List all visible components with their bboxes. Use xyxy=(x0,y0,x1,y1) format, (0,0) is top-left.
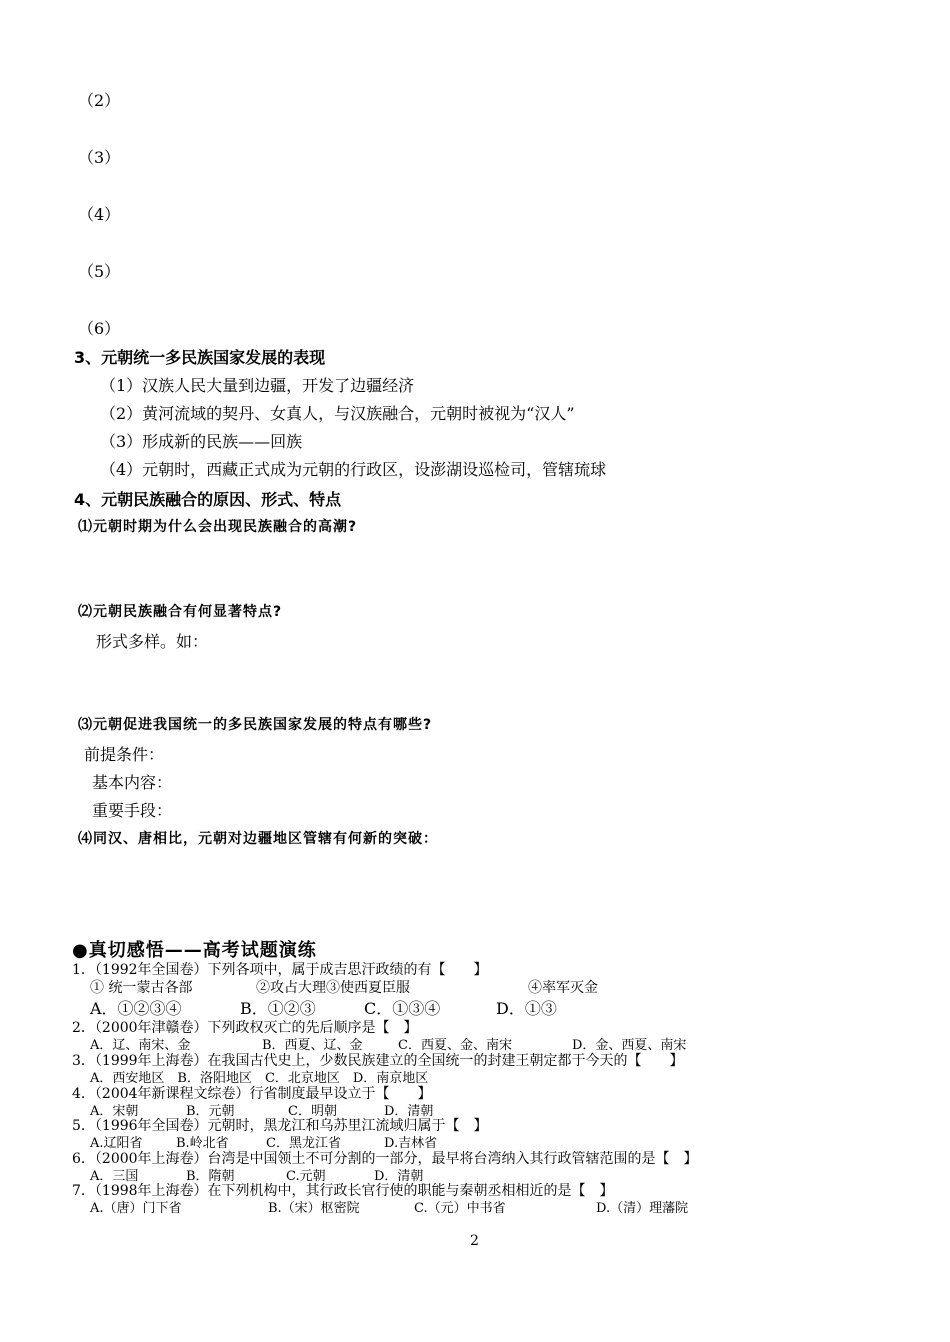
exam-question-7: 7．（1998年上海卷）在下列机构中，其行政长官行使的职能与秦朝丞相相近的是【 】 xyxy=(72,1183,614,1199)
exam-q6-option: B．隋朝 xyxy=(186,1169,235,1184)
exam-q1-option: A．①②③④ xyxy=(90,999,182,1018)
question-2: ⑵元朝民族融合有何显著特点? xyxy=(78,604,283,620)
section3-item: （3）形成新的民族——回族 xyxy=(100,432,303,451)
question-2-answer-line: 形式多样。如： xyxy=(96,632,209,651)
question-4: ⑷同汉、唐相比，元朝对边疆地区管辖有何新的突破： xyxy=(78,831,438,847)
exam-q6-option: C.元朝 xyxy=(286,1169,326,1184)
exam-question-5: 5．（1996年全国卷）元朝时，黑龙江和乌苏里江流域归属于【 】 xyxy=(72,1118,488,1134)
exam-q1-option: D．①③ xyxy=(496,999,557,1018)
exam-q5-option: D.吉林省 xyxy=(384,1136,438,1151)
exam-section-heading: ●真切感悟——高考试题演练 xyxy=(72,940,317,961)
exam-q5-option: C．黑龙江省 xyxy=(266,1136,341,1151)
question-1: ⑴元朝时期为什么会出现民族融合的高潮? xyxy=(78,519,358,535)
exam-q7-option: D.（清）理藩院 xyxy=(596,1201,689,1216)
exam-q1-item: ④率军灭金 xyxy=(528,980,598,996)
question-3-line: 重要手段： xyxy=(92,801,173,820)
exam-q3-options: A．西安地区 B．洛阳地区 C．北京地区 D．南京地区 xyxy=(90,1071,429,1086)
page-number: 2 xyxy=(470,1233,479,1249)
exam-q7-option: C.（元）中书省 xyxy=(414,1201,506,1216)
exam-q2-option: A．辽、南宋、金 xyxy=(90,1038,191,1053)
exam-q1-item: ① 统一蒙古各部 xyxy=(90,980,193,996)
item-number-6: （6） xyxy=(78,319,121,338)
exam-question-3: 3．（1999年上海卷）在我国古代史上，少数民族建立的全国统一的封建王朝定都于今天的【 】 xyxy=(72,1053,684,1069)
exam-q6-option: A．三国 xyxy=(90,1169,139,1184)
exam-q4-option: A．宋朝 xyxy=(90,1104,139,1119)
item-number-3: （3） xyxy=(78,148,121,167)
exam-q7-option: B.（宋）枢密院 xyxy=(268,1201,360,1216)
exam-question-4: 4．（2004年新课程文综卷）行省制度最早设立于【 】 xyxy=(72,1086,432,1102)
question-3-line: 前提条件： xyxy=(84,745,165,764)
question-3: ⑶元朝促进我国统一的多民族国家发展的特点有哪些? xyxy=(78,717,433,733)
section3-item: （1）汉族人民大量到边疆，开发了边疆经济 xyxy=(100,376,415,395)
exam-q4-option: B．元朝 xyxy=(186,1104,235,1119)
exam-question-1: 1．（1992年全国卷）下列各项中，属于成吉思汗政绩的有【 】 xyxy=(72,962,488,978)
exam-q4-option: D．清朝 xyxy=(384,1104,434,1119)
exam-q1-option: B．①②③ xyxy=(240,999,316,1018)
section3-item: （2）黄河流域的契丹、女真人，与汉族融合，元朝时被视为“汉人” xyxy=(100,404,575,423)
exam-question-6: 6．（2000年上海卷）台湾是中国领土不可分割的一部分，最早将台湾纳入其行政管辖范围的是【 】 xyxy=(72,1151,698,1167)
exam-q5-option: B.岭北省 xyxy=(176,1136,229,1151)
section3-item: （4）元朝时，西藏正式成为元朝的行政区，设澎湖设巡检司，管辖琉球 xyxy=(100,460,607,479)
exam-q5-option: A.辽阳省 xyxy=(90,1136,143,1151)
exam-q4-option: C．明朝 xyxy=(288,1104,337,1119)
exam-q6-option: D．清朝 xyxy=(374,1169,424,1184)
exam-q2-option: D．金、西夏、南宋 xyxy=(572,1038,687,1053)
exam-q2-option: B．西夏、辽、金 xyxy=(262,1038,363,1053)
item-number-2: （2） xyxy=(78,91,121,110)
section4-heading: 4、元朝民族融合的原因、形式、特点 xyxy=(74,490,342,509)
exam-q1-option: C．①③④ xyxy=(364,999,441,1018)
exam-q2-option: C．西夏、金、南宋 xyxy=(398,1038,512,1053)
section3-heading: 3、元朝统一多民族国家发展的表现 xyxy=(74,348,326,367)
exam-q1-item: ②攻占大理③使西夏臣服 xyxy=(256,980,410,996)
item-number-4: （4） xyxy=(78,205,121,224)
exam-q7-option: A.（唐）门下省 xyxy=(90,1201,182,1216)
item-number-5: （5） xyxy=(78,262,121,281)
question-3-line: 基本内容： xyxy=(92,773,173,792)
exam-question-2: 2．（2000年津赣卷）下列政权灭亡的先后顺序是【 】 xyxy=(72,1020,418,1036)
